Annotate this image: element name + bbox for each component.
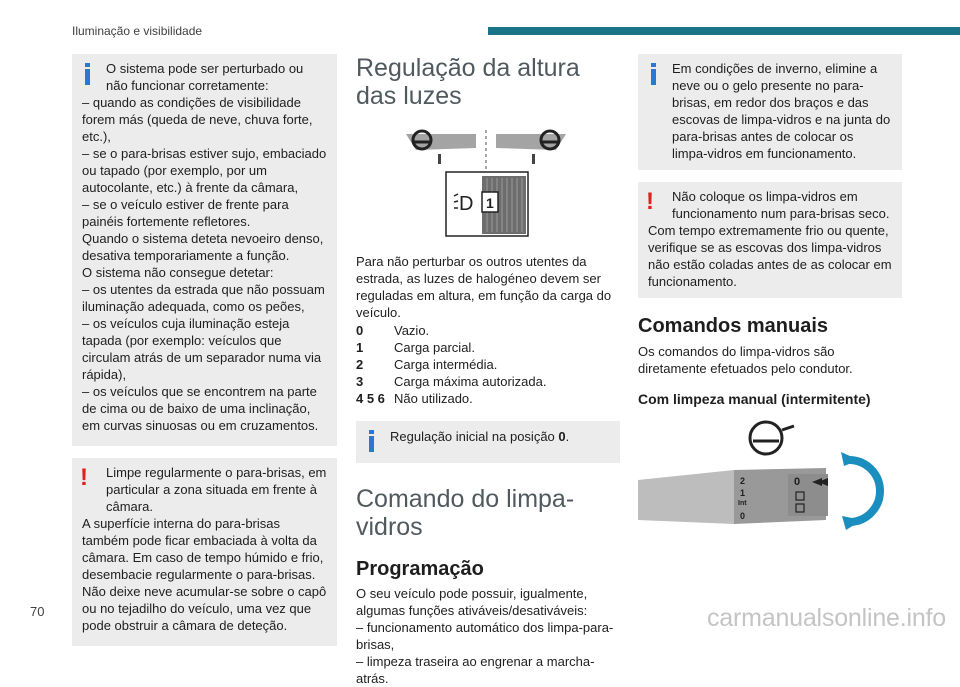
info-line: O sistema não consegue detetar: — [82, 265, 274, 280]
info-icon — [648, 63, 660, 85]
info-initial-text: Regulação inicial na posição 0. — [390, 429, 570, 444]
info-line: – os utentes da estrada que não possuam iluminação adequada, como os peões, — [82, 282, 325, 314]
stalk-label: 0 — [794, 476, 801, 488]
position-item: 3 Carga máxima autorizada. — [356, 374, 547, 389]
stalk-label: 1 — [740, 488, 746, 498]
header-title: Iluminação e visibilidade — [72, 24, 203, 38]
left-column — [72, 54, 337, 646]
dial-position-label: 1 — [486, 195, 494, 211]
warning-icon: ! — [80, 464, 88, 491]
wiper-stalk-icon — [638, 416, 902, 536]
info-box-camera — [72, 54, 337, 446]
position-item: 4 5 6 Não utilizado. — [356, 391, 473, 406]
info-box-initial — [356, 421, 620, 463]
position-item: 1 Carga parcial. — [356, 340, 475, 355]
programming-text: O seu veículo pode possuir, igualmente, algumas funções ativáveis/desativáveis: — [356, 586, 588, 618]
info-line: Quando o sistema deteta nevoeiro denso, desativa temporariamente a função. — [82, 231, 324, 263]
right-column — [638, 54, 902, 536]
info-icon — [82, 63, 94, 85]
warning-box-clean — [72, 458, 337, 646]
headlamp-illustration — [356, 120, 620, 244]
stalk-label: 2 — [740, 476, 746, 486]
info-line: – quando as condições de visibilidade forem más (queda de neve, chuva forte, etc.), — [82, 95, 313, 144]
position-list — [356, 322, 620, 407]
info-line: – se o para-brisas estiver sujo, embaciado ou tapado (por exemplo, por um autocolante, etc.) à frente da câmara, — [82, 146, 327, 195]
wiper-stalk-illustration — [638, 416, 902, 536]
programming-line: – limpeza traseira ao engrenar a marcha-atrás. — [356, 654, 595, 686]
section-heading-manual: Comandos manuais — [638, 315, 829, 337]
headlamp-intro: Para não perturbar os outros utentes da estrada, as luzes de halogéneo devem ser reguladas em altura, em função da carga do veículo. — [356, 254, 612, 320]
warning-icon: ! — [646, 188, 654, 215]
page-number: 70 — [30, 604, 45, 619]
svg-text:D: D — [459, 193, 474, 215]
warning-line: Não deixe neve acumular-se sobre o capô ou no tejadilho do veículo, uma vez que pode obstruir a câmara de deteção. — [82, 584, 327, 633]
sub-heading-intermittent: Com limpeza manual (intermitente) — [638, 391, 871, 407]
sub-heading-programming: Programação — [356, 558, 484, 580]
manual-text: Os comandos do limpa-vidros são diretamente efetuados pelo condutor. — [638, 344, 853, 376]
info-line: – se o veículo estiver de frente para painéis fortemente refletores. — [82, 197, 289, 229]
info-box-winter — [638, 54, 902, 170]
header-accent-bar — [488, 27, 960, 35]
position-item: 2 Carga intermédia. — [356, 357, 498, 372]
info-lead: O sistema pode ser perturbado ou não funcionar corretamente: — [106, 61, 304, 93]
info-winter-text: Em condições de inverno, elimine a neve ou o gelo presente no para-brisas, em redor dos braços e das escovas de limpa-vidros e na junta do para-brisas antes de colocar os limpa-vidros em funcionamento. — [672, 61, 891, 161]
stalk-label: Int — [738, 500, 747, 507]
warning-dry-line: Com tempo extremamente frio ou quente, verifique se as escovas dos limpa-vidros não estão coladas antes de as colocar em funcionamento. — [648, 223, 892, 289]
info-line: – os veículos que se encontrem na parte de cima ou de baixo de uma inclinação, em curvas sinuosas ou em cruzamentos. — [82, 384, 319, 433]
section-heading-headlamp: Regulação da altura das luzes — [356, 54, 580, 110]
info-icon — [366, 430, 378, 452]
programming-line: – funcionamento automático dos limpa-para-brisas, — [356, 620, 614, 652]
position-item: 0 Vazio. — [356, 323, 430, 338]
warning-dry-lead: Não coloque os limpa-vidros em funcionamento num para-brisas seco. — [672, 189, 890, 221]
watermark: carmanualsonline.info — [706, 604, 946, 632]
warning-box-dry — [638, 182, 902, 298]
section-heading-wiper: Comando do limpa-vidros — [356, 485, 575, 541]
warning-line: A superfície interna do para-brisas também pode ficar embaciada à volta da câmara. Em caso de tempo húmido e frio, desembacie regularmente o para-brisas. — [82, 516, 324, 582]
info-line: – os veículos cuja iluminação esteja tapada (por exemplo: veículos que circulam atrás de um separador numa via rápida), — [82, 316, 322, 382]
stalk-label: 0 — [740, 511, 746, 521]
middle-column — [356, 54, 620, 687]
headlamp-diagram-icon — [356, 120, 620, 244]
warning-lead: Limpe regularmente o para-brisas, em particular a zona situada em frente à câmara. — [106, 465, 327, 514]
